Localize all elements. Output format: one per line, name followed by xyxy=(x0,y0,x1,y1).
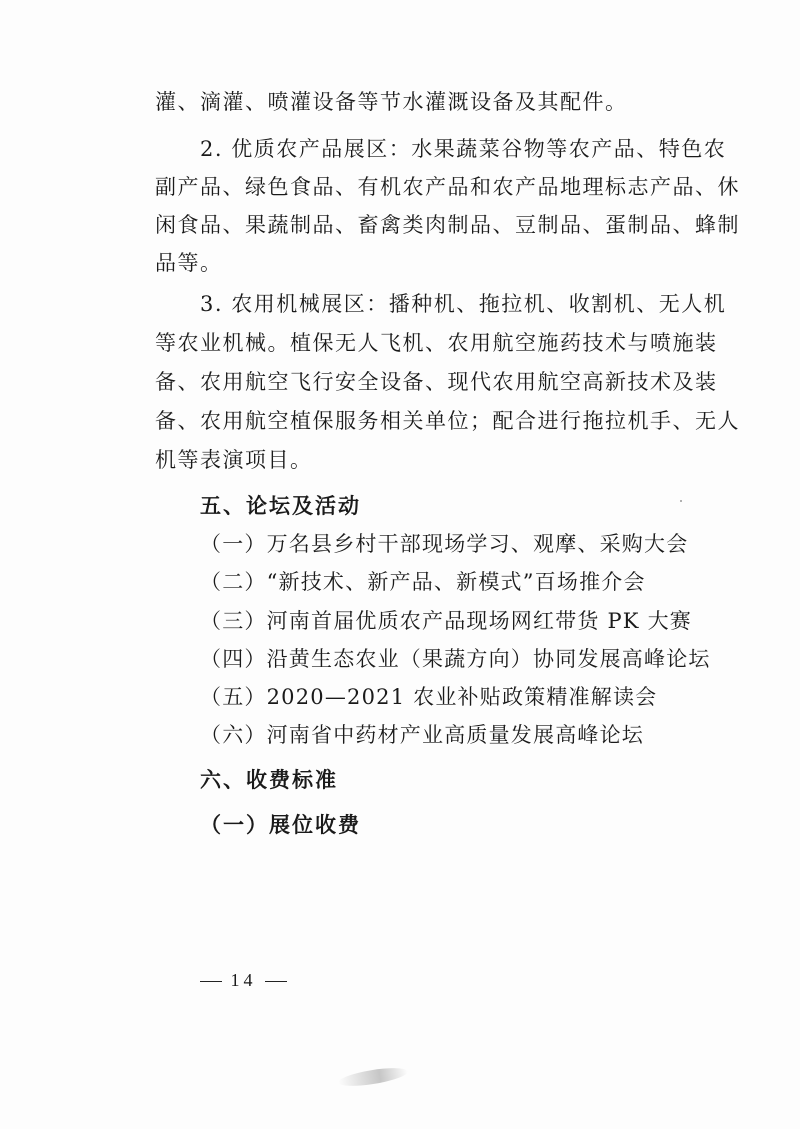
section-heading: 六、收费标准 xyxy=(200,768,338,792)
paragraph-line: 2. 优质农产品展区：水果蔬菜谷物等农产品、特色农 xyxy=(200,137,727,161)
paragraph-line: 品等。 xyxy=(155,251,223,275)
sub-heading: （一）展位收费 xyxy=(200,813,361,837)
scan-speck xyxy=(680,500,682,502)
paragraph-line: 3. 农用机械展区：播种机、拖拉机、收割机、无人机 xyxy=(200,292,727,316)
dash-decoration xyxy=(265,981,287,982)
dash-decoration xyxy=(200,981,222,982)
list-item: （六）河南省中药材产业高质量发展高峰论坛 xyxy=(200,723,644,747)
list-item: （四）沿黄生态农业（果蔬方向）协同发展高峰论坛 xyxy=(200,647,711,671)
paragraph-line: 闲食品、果蔬制品、畜禽类肉制品、豆制品、蛋制品、蜂制 xyxy=(155,213,740,237)
paragraph-line: 灌、滴灌、喷灌设备等节水灌溉设备及其配件。 xyxy=(155,90,628,114)
page-number-value: 14 xyxy=(230,970,257,990)
list-item: （二）“新技术、新产品、新模式”百场推介会 xyxy=(200,570,646,594)
paragraph-line: 副产品、绿色食品、有机农产品和农产品地理标志产品、休 xyxy=(155,175,740,199)
list-item: （五）2020—2021 农业补贴政策精准解读会 xyxy=(200,685,658,709)
paragraph-line: 等农业机械。植保无人飞机、农用航空施药技术与喷施装 xyxy=(155,331,718,355)
section-heading: 五、论坛及活动 xyxy=(200,494,361,518)
paragraph-line: 机等表演项目。 xyxy=(155,448,313,472)
list-item: （三）河南首届优质农产品现场网红带货 PK 大赛 xyxy=(200,609,692,633)
paragraph-line: 备、农用航空植保服务相关单位；配合进行拖拉机手、无人 xyxy=(155,409,740,433)
list-item: （一）万名县乡村干部现场学习、观摩、采购大会 xyxy=(200,532,689,556)
paragraph-line: 备、农用航空飞行安全设备、现代农用航空高新技术及装 xyxy=(155,370,718,394)
page-number xyxy=(200,968,287,992)
scan-smudge xyxy=(337,1065,408,1090)
